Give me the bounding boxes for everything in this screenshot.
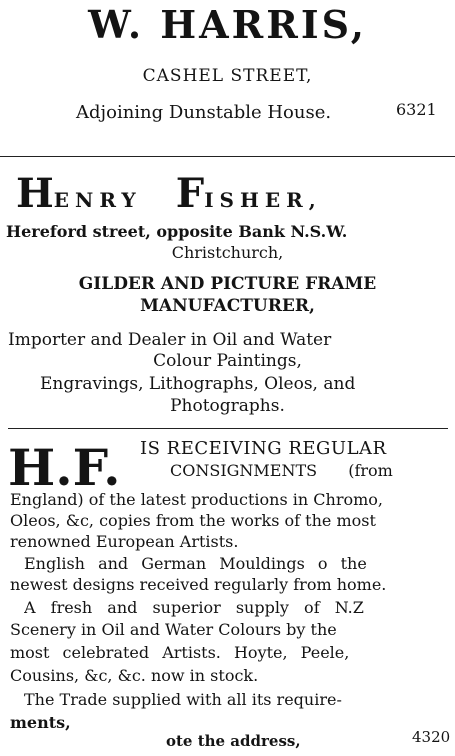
harris-location: Adjoining Dunstable House. <box>76 102 332 123</box>
hf-body-line7: newest designs received regularly from home. <box>10 575 387 594</box>
harris-ref-number: 6321 <box>396 100 437 119</box>
hf-body-line10: most celebrated Artists. Hoyte, Peele, <box>10 643 350 662</box>
hf-body-line5: renowned European Artists. <box>10 532 239 551</box>
hf-body-line3: England) of the latest productions in Chromo, <box>10 490 384 509</box>
fisher-trade-line1: GILDER AND PICTURE FRAME <box>78 274 377 294</box>
ad-divider <box>8 428 448 429</box>
fisher-desc-line2: Colour Paintings, <box>153 351 302 371</box>
fisher-address-line1: Hereford street, opposite Bank N.S.W. <box>6 222 348 241</box>
hf-body-line9: Scenery in Oil and Water Colours by the <box>10 620 337 639</box>
hf-body-line13: ments, <box>10 713 71 732</box>
hf-body-line11: Cousins, &c, &c. now in stock. <box>10 666 259 685</box>
fisher-ref-number: 4320 <box>412 728 451 746</box>
fisher-trade-line2: MANUFACTURER, <box>140 296 315 316</box>
hf-body-line8: A fresh and superior supply of N.Z <box>24 598 364 617</box>
fisher-desc-line3: Engravings, Lithographs, Oleos, and <box>40 374 356 394</box>
fisher-first-rest: ENRY <box>53 188 142 212</box>
fisher-last-rest: ISHER, <box>204 188 322 212</box>
hf-note-address: ote the address, <box>166 732 301 750</box>
fisher-desc-line1: Importer and Dealer in Oil and Water <box>8 330 332 350</box>
harris-name: W. HARRIS, <box>88 2 367 47</box>
column-divider <box>0 156 455 157</box>
fisher-address-line2: Christchurch, <box>171 243 284 262</box>
fisher-last-initial: F <box>175 170 205 217</box>
hf-body-line2: CONSIGNMENTS (from <box>170 461 393 480</box>
fisher-desc-line4: Photographs. <box>170 396 285 416</box>
hf-initials: H.F. <box>8 438 121 497</box>
harris-street: CASHEL STREET, <box>142 66 313 86</box>
hf-body-line12: The Trade supplied with all its require- <box>24 690 342 709</box>
hf-body-line4: Oleos, &c, copies from the works of the most <box>10 511 376 530</box>
fisher-first-initial: H <box>16 170 54 217</box>
hf-body-line6: English and German Mouldings o the <box>24 554 367 573</box>
hf-body-line1: IS RECEIVING REGULAR <box>140 438 387 459</box>
fisher-name <box>16 170 446 217</box>
